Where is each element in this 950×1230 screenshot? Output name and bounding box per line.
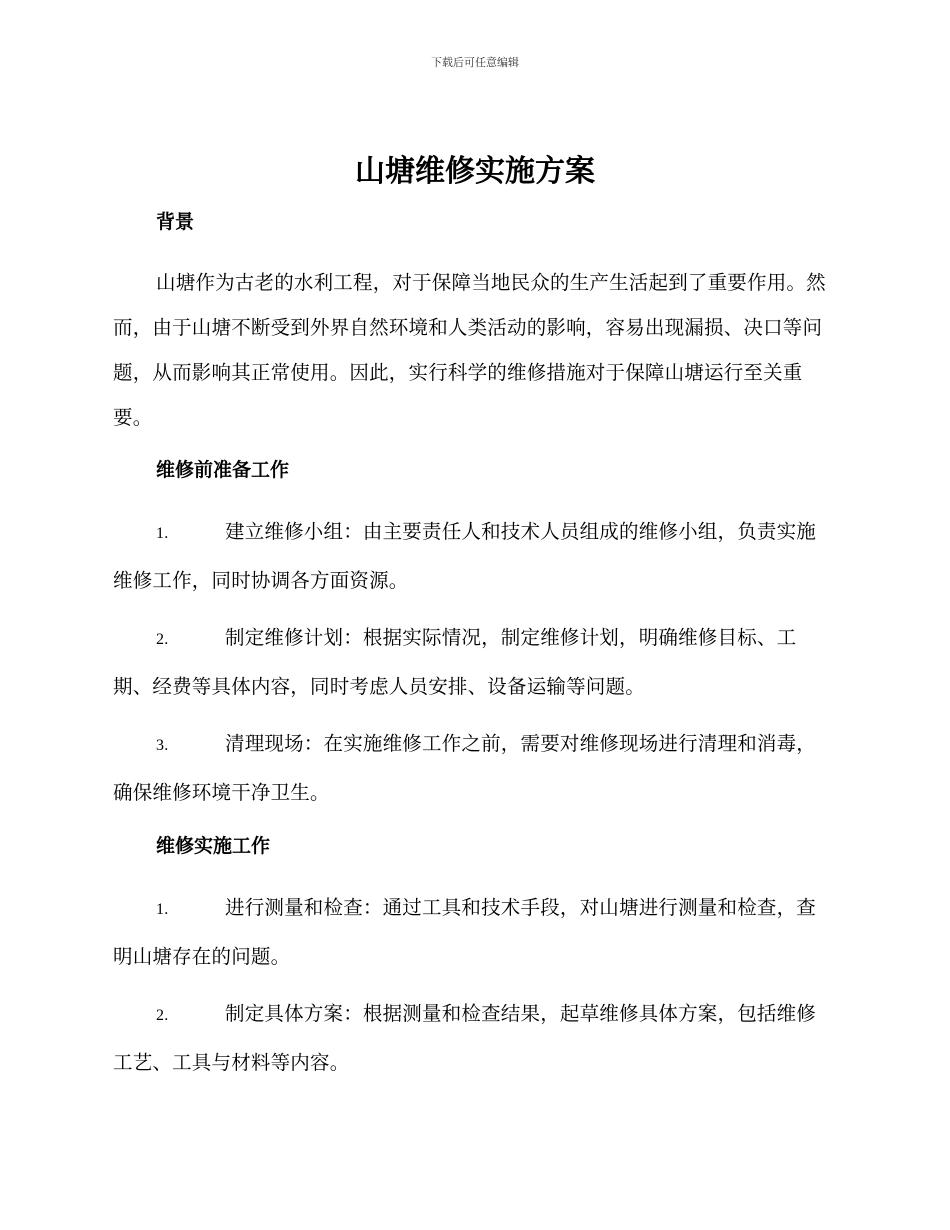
section-preparation: [113, 454, 833, 816]
list-text: 建立维修小组：由主要责任人和技术人员组成的维修小组，负责实施维修工作，同时协调各方面资源。: [113, 520, 817, 592]
list-item: [113, 508, 833, 604]
list-item: [113, 884, 833, 980]
paragraph: 山塘作为古老的水利工程，对于保障当地民众的生产生活起到了重要作用。然而，由于山塘不断受到外界自然环境和人类活动的影响，容易出现漏损、决口等问题，从而影响其正常使用。因此，实行科学的维修措施对于保障山塘运行至关重要。: [113, 271, 826, 429]
section-implementation: [113, 830, 833, 1086]
document-body: [113, 206, 833, 1096]
list-item: [113, 990, 833, 1086]
section-heading: 背景: [156, 211, 195, 233]
list-item: [113, 614, 833, 710]
list-number: 1.: [156, 901, 169, 918]
section-heading: 维修前准备工作: [156, 459, 290, 481]
section-background: [113, 206, 833, 440]
section-heading: 维修实施工作: [156, 835, 271, 857]
document-title: 山塘维修实施方案: [355, 154, 595, 189]
list-text: 制定具体方案：根据测量和检查结果，起草维修具体方案，包括维修工艺、工具与材料等内容。: [113, 1002, 817, 1074]
list-number: 3.: [156, 737, 169, 754]
list-text: 清理现场：在实施维修工作之前，需要对维修现场进行清理和消毒，确保维修环境干净卫生。: [113, 732, 817, 804]
list-number: 1.: [156, 525, 169, 542]
list-number: 2.: [156, 1007, 169, 1024]
list-text: 进行测量和检查：通过工具和技术手段，对山塘进行测量和检查，查明山塘存在的问题。: [113, 896, 817, 968]
header-note: 下载后可任意编辑: [431, 56, 519, 69]
list-number: 2.: [156, 631, 169, 648]
list-item: [113, 720, 833, 816]
list-text: 制定维修计划：根据实际情况，制定维修计划，明确维修目标、工期、经费等具体内容，同时考虑人员安排、设备运输等问题。: [113, 626, 797, 698]
